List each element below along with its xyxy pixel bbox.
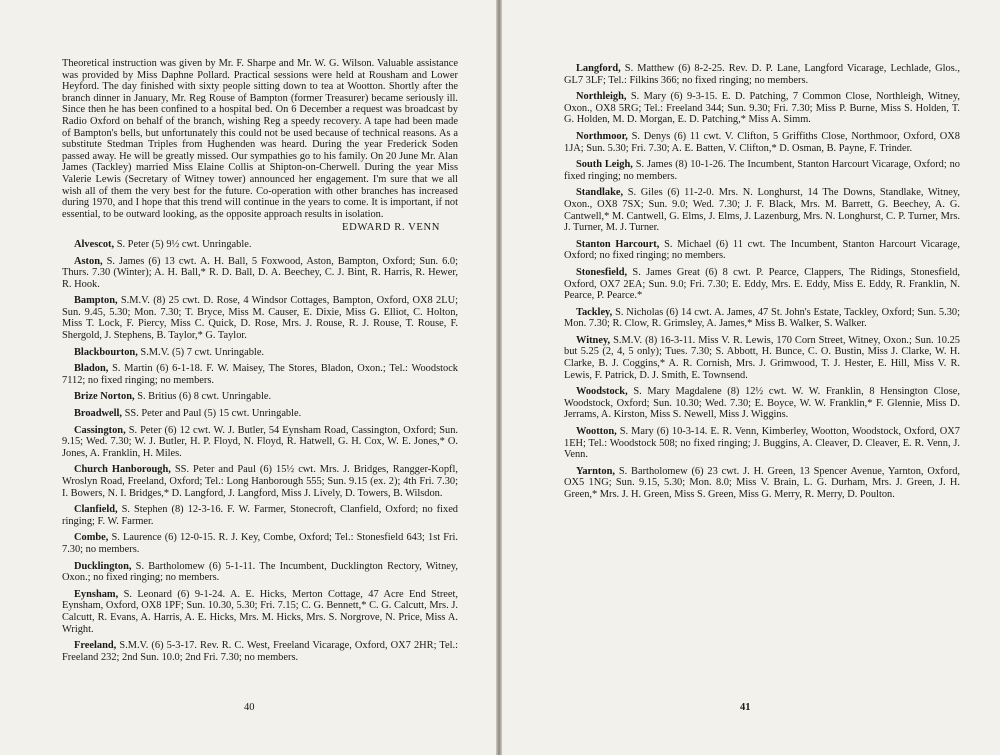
tower-details: S. James (8) 10-1-26. The Incumbent, Stanton Harcourt Vicarage, Oxford; no fixed ringing; no members.: [564, 159, 960, 182]
tower-details: S. Mary Magdalene (8) 12½ cwt. W. W. Franklin, 8 Hensington Close, Woodstock, Oxford; Sun. 10.30; Wed. 7.30; E. Boyce, W. W. Franklin,* F. Glennie, Miss D. Jerrams, A. Kirston, Miss S. Newell, Miss J. Wiggins.: [564, 386, 960, 421]
tower-details: S. Mary (6) 9-3-15. E. D. Patching, 7 Common Close, Northleigh, Witney, Oxon., OX8 5RG; Tel.: Freeland 344; Sun. 9.30; Fri. 7.30; Miss P. Burne, Miss S. Holden, T. G. Holden, M. D. Morgan, E. D. Patching,* Miss A. Simm.: [564, 91, 960, 126]
tower-entry: [62, 239, 458, 251]
tower-entry: [62, 347, 458, 359]
tower-entry: [564, 267, 960, 302]
tower-name: Church Hanborough,: [74, 464, 171, 476]
page-number-right: 41: [740, 702, 751, 713]
tower-entry: [62, 295, 458, 341]
tower-details: S. Denys (6) 11 cwt. V. Clifton, 5 Griffiths Close, Northmoor, Oxford, OX8 1JA; Sun. 5.30; Fri. 7.30; A. E. Batten, V. Clifton,* D. Osman, B. Payne, F. Trinder.: [564, 130, 960, 154]
tower-details: SS. Peter and Paul (5) 15 cwt. Unringable.: [122, 408, 302, 420]
tower-entry: [564, 63, 960, 86]
signature: EDWARD R. VENN: [342, 222, 440, 234]
tower-details: S. Peter (6) 12 cwt. W. J. Butler, 54 Eynsham Road, Cassington, Oxford; Sun. 9.15; Wed. 7.30; W. J. Butler, H. P. Floyd, N. Floyd, R. Hatwell, G. H. Cox, W. E. Jones,* O. Jones, A. Franklin, H. Miles.: [62, 424, 458, 459]
tower-details: S.M.V. (5) 7 cwt. Unringable.: [137, 346, 265, 358]
tower-name: Blackbourton,: [74, 346, 138, 358]
tower-details: S. Leonard (6) 9-1-24. A. E. Hicks, Merton Cottage, 47 Acre End Street, Eynsham, Oxford, OX8 1PF; Sun. 10.30, 5.30; Fri. 7.15; C. G. Bennett,* C. G. Calcutt, Mrs. J. Calcutt, R. Evans, A. Harris, A. E. Hicks, Mrs. M. Hicks, Mrs. S. Norgrove, N. Price, Miss A. Wright.: [62, 588, 458, 635]
tower-details: S. Mary (6) 10-3-14. E. R. Venn, Kimberley, Wootton, Woodstock, Oxford, OX7 1EH; Tel.: Woodstock 508; no fixed ringing; J. Buggins, A. Cleaver, D. Cleaver, E. R. Venn, J. Venn.: [564, 426, 960, 461]
tower-details: S. Martin (6) 6-1-18. F. W. Maisey, The Stores, Bladon, Oxon.; Tel.: Woodstock 7112; no fixed ringing; no members.: [62, 363, 458, 386]
tower-details: S. Laurence (6) 12-0-15. R. J. Key, Combe, Oxford; Tel.: Stonesfield 643; 1st Fri. 7.30; no members.: [62, 532, 458, 555]
tower-details: S. Michael (6) 11 cwt. The Incumbent, Stanton Harcourt Vicarage, Oxford; no fixed ringing; no members.: [564, 238, 960, 262]
intro-paragraph: Theoretical instruction was given by Mr. F. Sharpe and Mr. W. G. Wilson. Valuable assistance was provided by Miss Daphne Pollard. Practical sessions were held at Rousham and Lower Heyford. The day finished with sixty people sitting down to tea at Wootton. Shortly after the branch dinner in January, Mr. Reg Rouse of Bampton (former Treasurer) became seriously ill. Since then he has been confined to a hospital bed. On 6 December a request was broadcast by Radio Oxford on behalf of the branch, wishing Reg a speedy recovery. A tape had been made of Bampton's bells, but unfortunately this could not be used because of technical reasons. As a substitute Stedman Triples from Hughenden was heard. During the year Frederick Soden passed away. He will be greatly missed. Our sympathies go to his family. On 20 June Mr. Alan James (Tackley) married Miss Elaine Collis at Shipton-on-Cherwell. During the year Miss Valerie Lewis (Secretary of Witney tower) announced her engagement. I'm sure that we all wish all of them the very best for the future. Co-operation with other branches has increased during 1970, and I hope that this trend will continue in the years to come. It is important, if not essential, to be outward looking, as the opposite approach results in isolation.: [62, 58, 458, 220]
tower-details: S. Bartholomew (6) 5-1-11. The Incumbent, Ducklington Rectory, Witney, Oxon.; no fixed ringing; no members.: [62, 560, 458, 584]
tower-details: S. Bartholomew (6) 23 cwt. J. H. Green, 13 Spencer Avenue, Yarnton, Oxford, OX5 1NG; Sun. 9.15, 5.30; Mon. 8.0; Miss V. Brain, L. G. Durham, Mrs. J. Green, J. H. Green,* Mrs. J. H. Green, Miss S. Green, Miss G. Merry, R. Merry, D. Poulton.: [564, 465, 960, 500]
tower-name: Witney,: [576, 334, 611, 346]
tower-details: S. Matthew (6) 8-2-25. Rev. D. P. Lane, Langford Vicarage, Lechlade, Glos., GL7 3LF; Tel.: Filkins 366; no fixed ringing; no members.: [564, 63, 960, 86]
tower-entry: [62, 425, 458, 460]
tower-name: Bladon,: [74, 363, 109, 375]
tower-name: Tackley,: [576, 306, 613, 318]
tower-name: Bampton,: [74, 295, 118, 307]
tower-entry: [564, 335, 960, 381]
tower-name: Yarnton,: [576, 465, 615, 477]
tower-entry: [62, 532, 458, 555]
tower-name: Alvescot,: [74, 238, 115, 250]
tower-entry: [62, 504, 458, 527]
tower-entry: [564, 91, 960, 126]
tower-name: Freeland,: [74, 640, 117, 652]
tower-entry: [62, 363, 458, 386]
tower-entry: [62, 561, 458, 584]
tower-name: Stonesfield,: [576, 266, 628, 278]
tower-details: S. Stephen (8) 12-3-16. F. W. Farmer, Stonecroft, Clanfield, Oxford; no fixed ringing; F. W. Farmer.: [62, 504, 458, 527]
tower-name: Ducklington,: [74, 560, 132, 572]
tower-entry: [62, 464, 458, 499]
tower-details: S.M.V. (8) 25 cwt. D. Rose, 4 Windsor Cottages, Bampton, Oxford, OX8 2LU; Sun. 9.45, 5.30; Mon. 7.30; T. Bryce, Miss M. Causer, E. Dixie, Miss G. Elliot, C. Holton, Miss T. Lock, F. Piercy, Miss C. Quick, D. Rose, Mrs. J. Rouse, R. J. Rouse, T. Rouse, F. Shergold, J. Stephens, B. Taylor,* G. Taylor.: [62, 295, 458, 342]
tower-name: Woodstock,: [576, 386, 628, 398]
tower-entry: [564, 307, 960, 330]
tower-entry: [62, 391, 458, 403]
tower-entry: [564, 426, 960, 461]
tower-entry: [564, 239, 960, 262]
tower-name: Brize Norton,: [74, 391, 135, 403]
tower-details: S. Nicholas (6) 14 cwt. A. James, 47 St. John's Estate, Tackley, Oxford; Sun. 5.30; Mon. 7.30; R. Clow, R. Grimsley, A. James,* Miss B. Walker, S. Walker.: [564, 306, 960, 330]
tower-entry: [564, 131, 960, 154]
tower-entry: [564, 386, 960, 421]
tower-name: Langford,: [576, 63, 621, 74]
tower-name: South Leigh,: [576, 159, 633, 171]
tower-details: S. James Great (6) 8 cwt. P. Pearce, Clappers, The Ridings, Stonesfield, Oxford, OX7 2EA; Sun. 9.0; Fri. 7.30; E. Eddy, Mrs. E. Eddy, Miss E. Eddy, R. Franklin, N. Pearce, P. Pearce.*: [564, 266, 960, 302]
tower-name: Northmoor,: [576, 130, 628, 142]
tower-name: Eynsham,: [74, 588, 119, 600]
tower-details: SS. Peter and Paul (6) 15½ cwt. Mrs. J. Bridges, Rangger-Kopfl, Wroslyn Road, Freeland, Oxford; Tel.: Long Hanborough 555; Sun. 9.15 (ex. 2); 4th Fri. 7.30; I. Bowers, N. I. Bridges,* D. Langford, J. Langford, Miss J. Lively, D. Towers, B. Wilsdon.: [62, 464, 458, 499]
left-entries: [62, 239, 458, 663]
page-number-left: 40: [244, 702, 255, 713]
tower-name: Aston,: [74, 255, 103, 267]
tower-name: Combe,: [74, 532, 109, 544]
tower-name: Standlake,: [576, 187, 624, 199]
tower-name: Stanton Harcourt,: [576, 238, 660, 250]
right-entries: [564, 63, 960, 501]
tower-entry: [62, 408, 458, 420]
tower-entry: [564, 187, 960, 233]
tower-entry: [564, 466, 960, 501]
tower-entry: [62, 256, 458, 291]
tower-name: Wootton,: [576, 426, 617, 438]
tower-details: S.M.V. (6) 5-3-17. Rev. R. C. West, Freeland Vicarage, Oxford, OX7 2HR; Tel.: Freeland 232; 2nd Sun. 10.0; 2nd Fri. 7.30; no members.: [62, 640, 458, 663]
tower-details: S.M.V. (8) 16-3-11. Miss V. R. Lewis, 170 Corn Street, Witney, Oxon.; Sun. 10.25 but 5.25 (2, 4, 5 only); Tues. 7.30; S. Abbott, H. Bunce, C. O. Bustin, Miss J. Clarke, W. H. Clarke, B. J. Coggins,* A. R. Cornish, Mrs. J. Grimwood, T. J. Hester, E. Hill, Miss V. R. Lewis, F. Patrick, D. J. Smith, E. Townsend.: [564, 334, 960, 381]
tower-name: Broadwell,: [74, 408, 123, 420]
tower-name: Northleigh,: [576, 91, 627, 103]
left-page: [0, 0, 496, 755]
tower-details: S. Britius (6) 8 cwt. Unringable.: [134, 391, 272, 403]
tower-entry: [62, 589, 458, 635]
tower-name: Cassington,: [74, 424, 126, 436]
tower-details: S. James (6) 13 cwt. A. H. Ball, 5 Foxwood, Aston, Bampton, Oxford; Sun. 6.0; Thurs. 7.30 (Winter); A. H. Ball,* R. D. Ball, D. A. Beechey, C. J. Bint, R. Harris, R. Hewer, R. Hook.: [62, 255, 458, 290]
tower-entry: [564, 159, 960, 182]
tower-entry: [62, 640, 458, 663]
tower-details: S. Giles (6) 11-2-0. Mrs. N. Longhurst, 14 The Downs, Standlake, Witney, Oxon., OX8 7SX; Sun. 9.0; Wed. 7.30; J. F. Black, Mrs. M. Barrett, G. Beechey, A. G. Cantwell,* M. Cantwell, G. Elms, J. Elms, J. Lazenburg, Mrs. N. Longhurst, C. P. Turner, Mrs. J. Turner, M. J. Turner.: [564, 187, 960, 234]
tower-name: Clanfield,: [74, 504, 118, 516]
tower-details: S. Peter (5) 9½ cwt. Unringable.: [114, 238, 252, 250]
right-page: [502, 0, 1000, 755]
